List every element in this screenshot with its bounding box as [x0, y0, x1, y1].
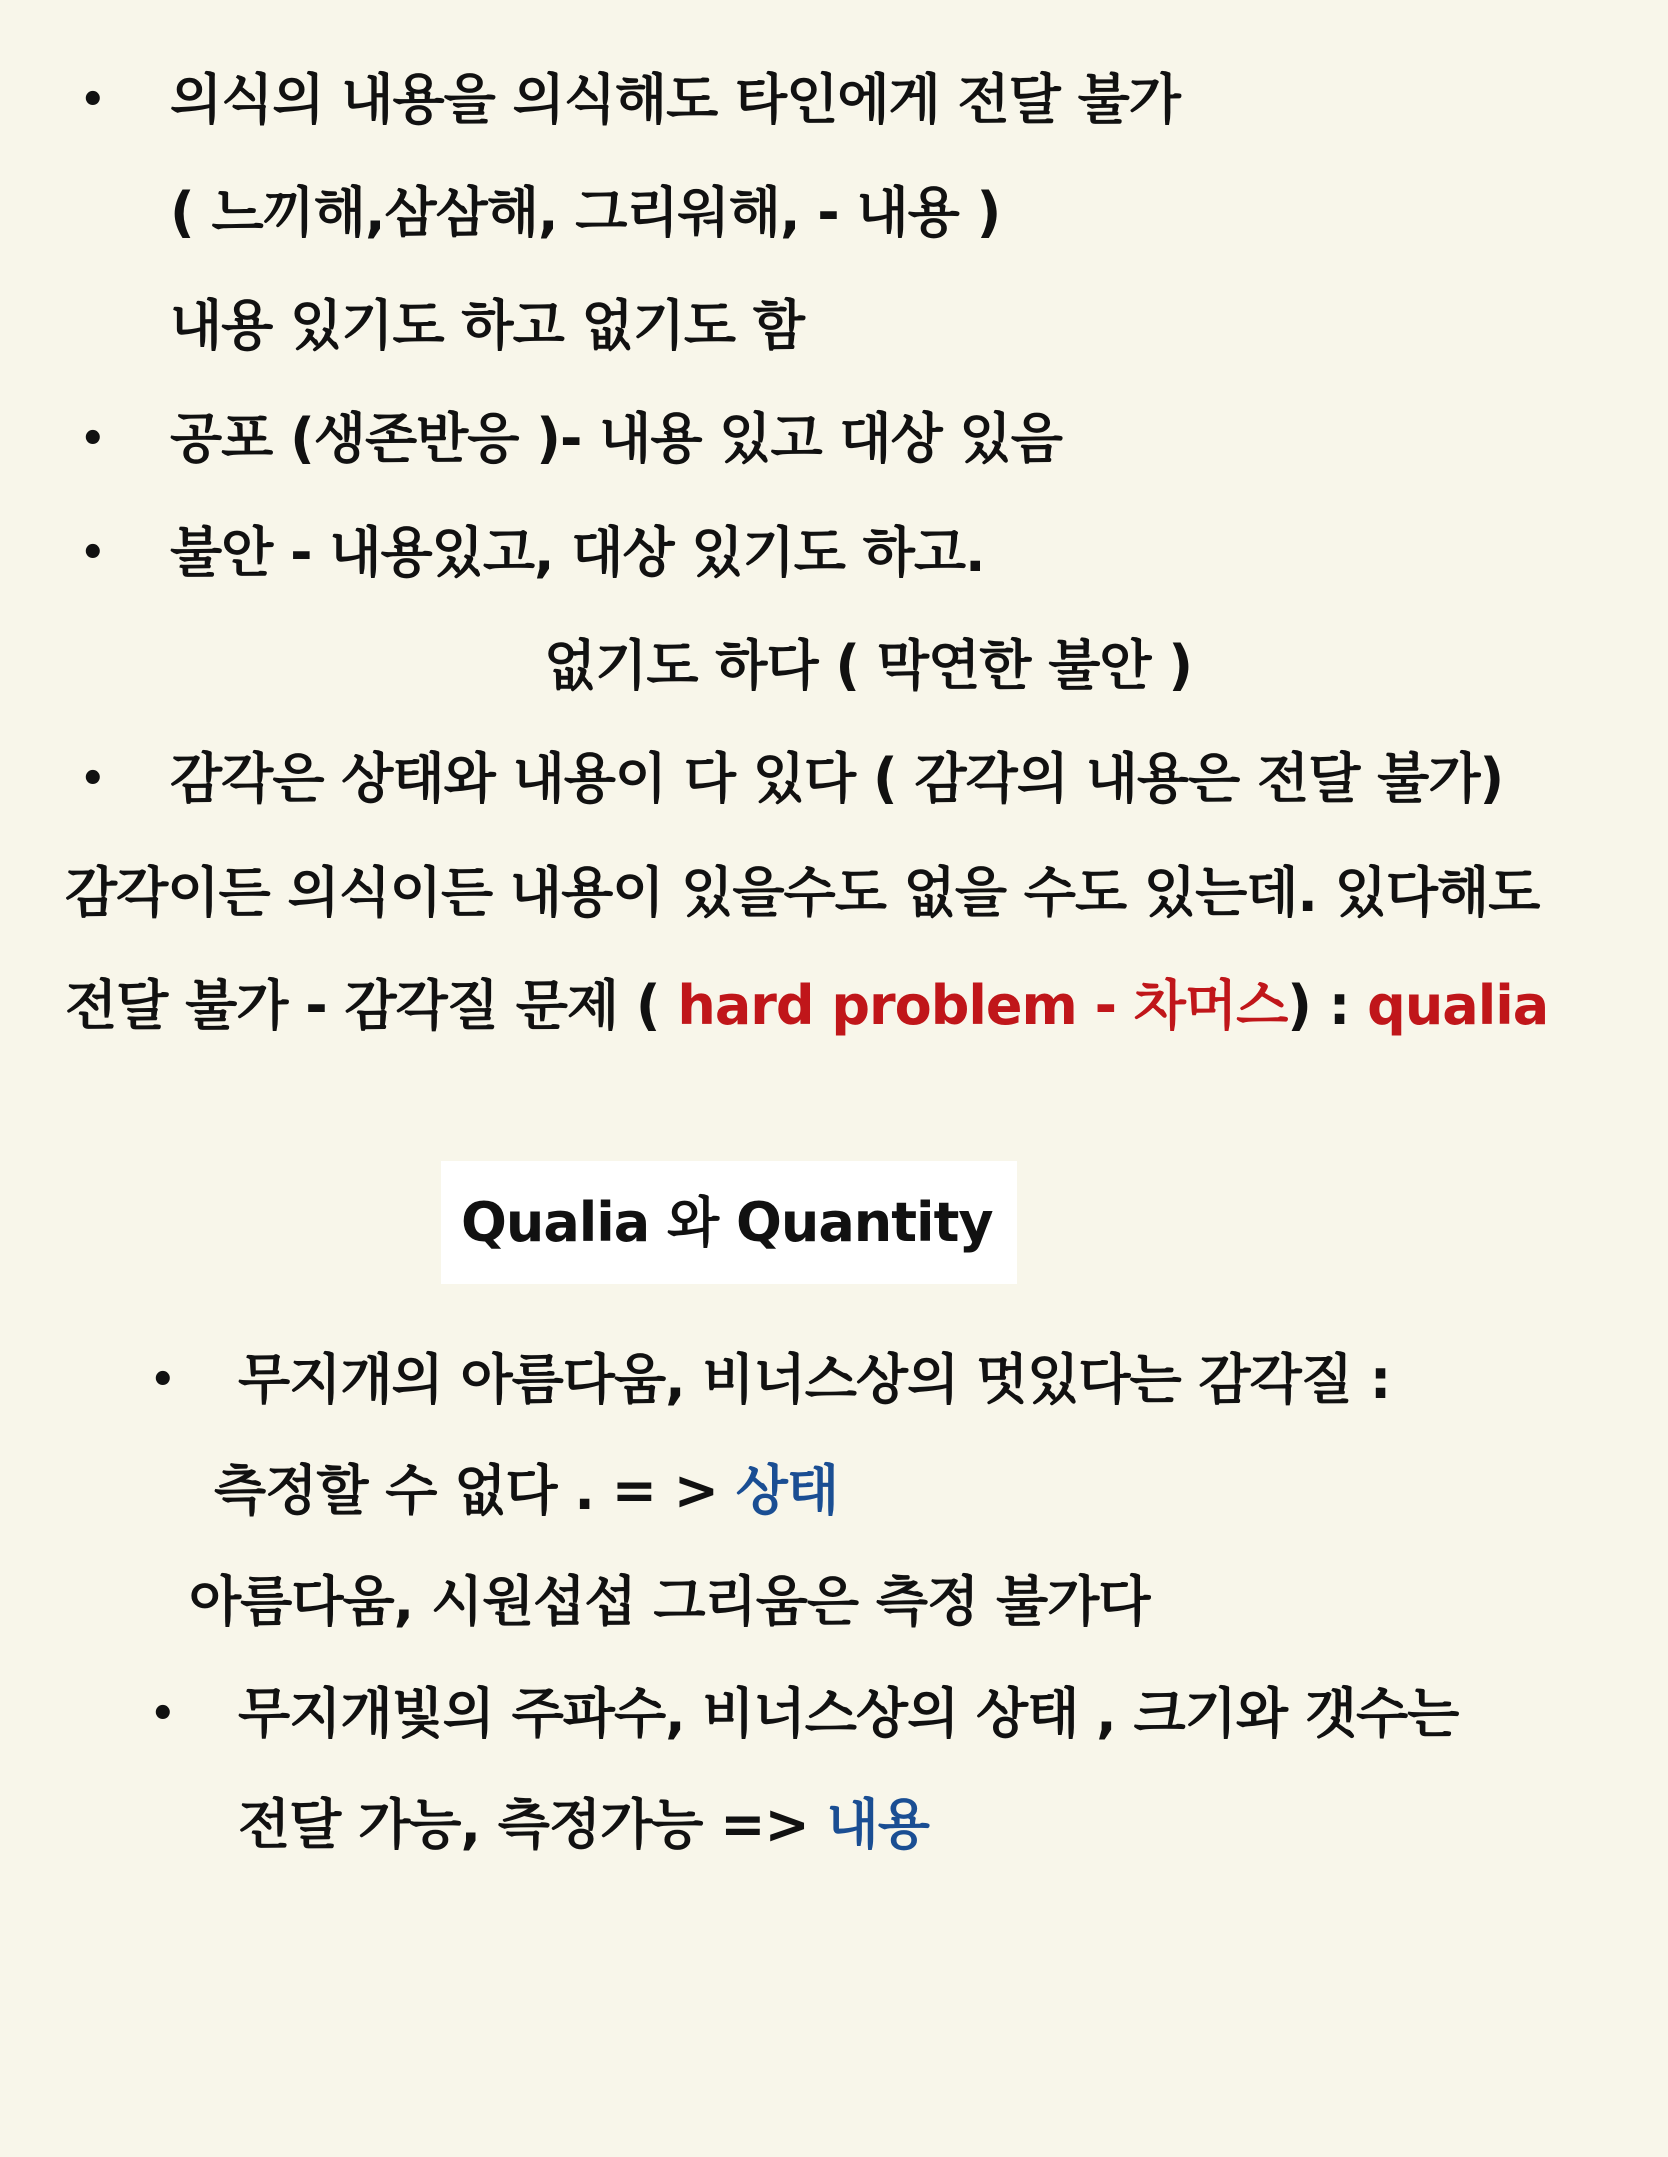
section-title-box	[441, 1161, 1017, 1284]
line-vague-anxiety: 없기도 하다 ( 막연한 불안 )	[544, 634, 1192, 697]
hard-problem-term: hard problem - 차머스	[677, 974, 1288, 1037]
line-rainbow-frequency: 무지개빛의 주파수, 비너스상의 상태 , 크기와 갯수는	[238, 1682, 1459, 1745]
hard-problem-prefix: 전달 불가 - 감각질 문제 (	[65, 974, 678, 1037]
bullet-4: •	[80, 756, 106, 802]
line-examples: ( 느끼해,삼삼해, 그리워해, - 내용 )	[170, 181, 1001, 244]
bullet-3: •	[80, 530, 106, 576]
line-rainbow-beauty: 무지개의 아름다움, 비너스상의 멋있다는 감각질 :	[238, 1348, 1391, 1411]
hard-problem-mid: ) :	[1287, 974, 1368, 1037]
qualia-term: qualia	[1367, 974, 1549, 1037]
line-measurable	[238, 1793, 929, 1857]
bullet-5: •	[150, 1357, 176, 1403]
line-content-exists-or-not: 내용 있기도 하고 없기도 함	[170, 294, 805, 357]
not-measurable-prefix: 측정할 수 없다 . = >	[214, 1459, 736, 1522]
line-beauty-not-measurable: 아름다움, 시원섭섭 그리움은 측정 불가다	[189, 1570, 1150, 1633]
bullet-2: •	[80, 416, 106, 462]
line-anxiety: 불안 - 내용있고, 대상 있기도 하고.	[170, 521, 985, 584]
bullet-1: •	[80, 77, 106, 123]
section-title: Qualia 와 Quantity	[461, 1191, 993, 1254]
line-not-measurable	[214, 1459, 838, 1523]
measurable-prefix: 전달 가능, 측정가능 =>	[238, 1793, 827, 1856]
line-sensation: 감각은 상태와 내용이 다 있다 ( 감각의 내용은 전달 불가)	[170, 747, 1504, 810]
line-fear: 공포 (생존반응 )- 내용 있고 대상 있음	[170, 407, 1062, 470]
state-term: 상태	[735, 1459, 839, 1522]
line-hard-problem	[65, 974, 1548, 1038]
line-consciousness-content: 의식의 내용을 의식해도 타인에게 전달 불가	[170, 68, 1180, 131]
content-term: 내용	[826, 1793, 929, 1856]
line-sensation-or-consciousness: 감각이든 의식이든 내용이 있을수도 없을 수도 있는데. 있다해도	[65, 861, 1540, 924]
bullet-6: •	[150, 1691, 176, 1737]
